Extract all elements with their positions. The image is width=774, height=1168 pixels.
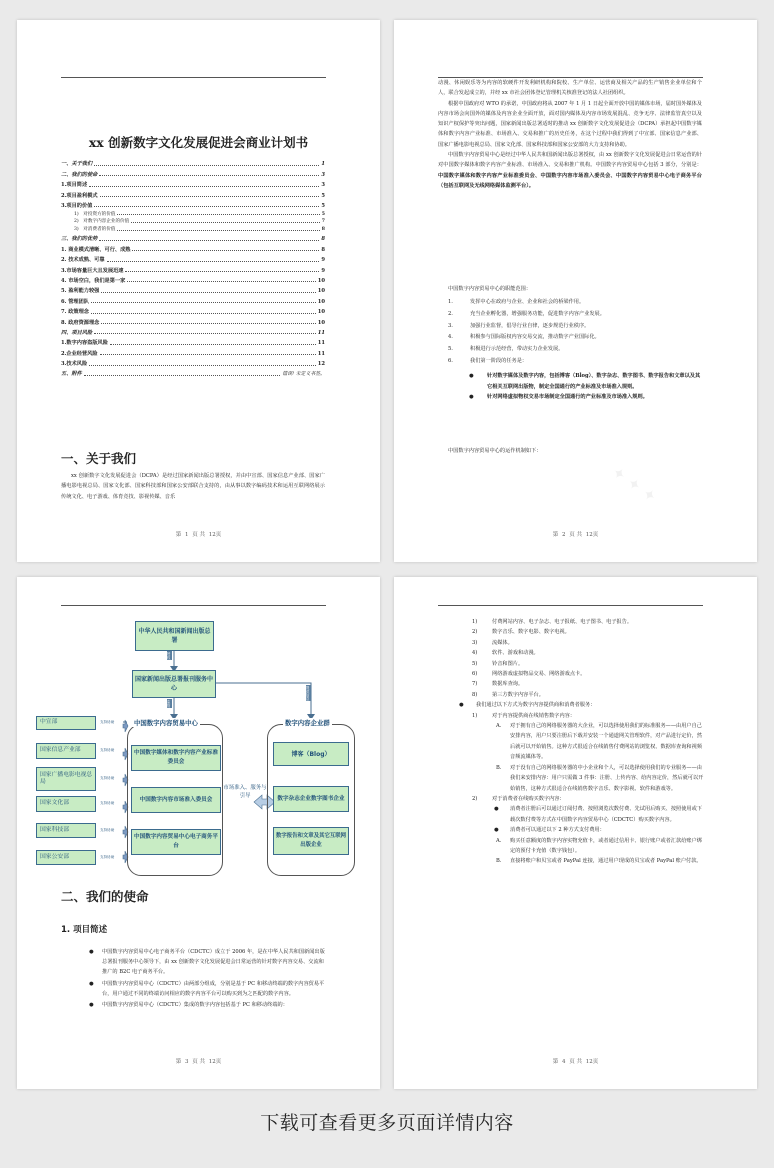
toc-entry-page: 9 [321, 257, 325, 264]
toc-leader [99, 175, 319, 176]
function-item [448, 356, 702, 368]
footer-prefix: 第 [552, 1059, 559, 1065]
overview-bullets [89, 947, 325, 1011]
item-marker: A. [496, 837, 502, 844]
toc-entry-page: 8 [321, 227, 325, 233]
support-tag: 支持协助 [100, 801, 115, 805]
paragraph: 中国数字内容贸易中心是经过中华人民共和国新闻出版总署授权，由 xx 创新数字文化发展促进会日常运营的针对中国数字媒体和数字内容产业标准、市场准入、交易和推广机构。中国数字内容贸易中心包括 3 部分，分别是： [438, 152, 702, 169]
authorize-tag: 授权 [167, 652, 171, 660]
toc-entry-label: 1. 商业模式清晰、可行、成熟 [61, 246, 131, 253]
toc-entry-label: 3.市场容量巨大且发展迅速 [61, 267, 124, 274]
item-text: 数字音乐、数字电影、数字电视。 [492, 629, 570, 636]
function-number: 6. [448, 357, 453, 364]
bullet-icon: ● [89, 980, 94, 987]
item-text: 第三方数字内容平台。 [492, 691, 544, 698]
document-page-1 [17, 20, 380, 562]
document-page-2 [394, 20, 757, 562]
functions-intro [438, 284, 702, 294]
bullet-icon: ● [469, 373, 474, 379]
header-rule [438, 605, 703, 606]
digital-magazine-box: 数字杂志企业数字图书企业 [273, 786, 349, 812]
document-page-4 [394, 577, 757, 1089]
page2-body [438, 78, 702, 191]
content-list-item [454, 856, 704, 866]
mechanism-text: 中国数字内容贸易中心的运作机制如下： [448, 448, 542, 454]
toc-leader [94, 206, 319, 207]
toc-entry[interactable] [61, 294, 325, 304]
support-department-box: 国家信息产业部 [36, 743, 96, 759]
header-rule [61, 77, 326, 78]
toc-entry-label: 6. 管理团队 [61, 298, 89, 305]
toc-entry[interactable] [61, 263, 325, 273]
toc-entry-page: 10 [317, 309, 325, 316]
footer-mid: 页 共 [192, 1059, 205, 1065]
item-marker: 2) [472, 629, 478, 636]
content-list-item [454, 711, 704, 721]
section-heading-mission: 二、我们的使命 [61, 889, 149, 904]
toc-entry[interactable] [61, 178, 325, 188]
footer-prefix: 第 [552, 532, 559, 538]
toc-leader [89, 365, 316, 366]
paragraph: 根据中国政府对 WTO 的承诺，中国政府将从 2007 年 1 月 1 日起全面开放中国的媒体市场，届时国外媒体及内容市场会向国外的媒体及内容企业全面开放，面对国内媒体及内容市场发展混乱、竞争无序、法律监管真空以及知识产权保护等突出问题，国家新闻出版总署适时的推动 xx 创新数字文化发展促进会（DCPA）承担起中国数字媒体和数字内容产业标准、市场准入、交易和推广的历史任务，在这个过程中我们得到了中宣部、国家信息产业部、国家广播电影电视总局、国家文化部、国家科技部和国家公安部的大力支持和协助。 [438, 100, 702, 148]
content-list-item [454, 804, 704, 825]
toc-entry-page: 8 [321, 246, 325, 253]
toc-leader [125, 271, 319, 272]
toc-entry-page: 11 [317, 329, 325, 336]
item-marker: 4) [472, 650, 478, 657]
toc-entry-page: 9 [321, 267, 325, 274]
overview-bullet [89, 1000, 325, 1010]
function-text: 充当企业孵化器，增强服务功能，促进数字内容产业发展。 [470, 310, 605, 317]
footer-page: 3 [185, 1059, 189, 1065]
toc-entry-page: 10 [317, 319, 325, 326]
toc-entry-page: 8 [321, 236, 325, 243]
page-footer [394, 1057, 757, 1065]
toc-entry[interactable] [61, 253, 325, 263]
toc-entry-label: 四、项目风险 [61, 329, 93, 336]
toc-entry-label: 4. 市场空白，我们是第一家 [61, 277, 126, 284]
toc-leader [91, 302, 316, 303]
document-page-3 [17, 577, 380, 1089]
toc-entry[interactable] [61, 242, 325, 252]
publication-administration-box: 中华人民共和国新闻出版总署 [135, 621, 214, 651]
function-item [448, 321, 702, 333]
standard-committee-box: 中国数字媒体和数字内容产业标准委员会 [131, 745, 221, 771]
toc-entry-page: 5 [321, 211, 325, 217]
toc-entry-label: 1.项目简述 [61, 182, 88, 189]
toc-entry-label: 3.技术风险 [61, 361, 88, 368]
toc-leader [100, 354, 316, 355]
toc-entry-page: 3 [321, 171, 325, 178]
toc-entry-page: 11 [317, 350, 325, 357]
footer-total: 12页 [208, 1059, 222, 1065]
functions-intro-text: 中国数字内容贸易中心的职能范围： [448, 286, 532, 292]
support-tag: 支持协助 [100, 776, 115, 780]
content-list-item [454, 627, 704, 637]
footer-prefix: 第 [175, 532, 182, 538]
toc-leader [94, 165, 319, 166]
toc-entry[interactable] [61, 188, 325, 198]
toc-leader [84, 375, 281, 376]
support-department-box: 国家公安部 [36, 850, 96, 865]
overview-bullet [89, 947, 325, 978]
support-tag: 支持协助 [100, 854, 115, 859]
toc-entry-label: 1) 对投资方的价值 [74, 211, 116, 217]
mechanism-line [438, 446, 702, 456]
toc-entry-page: 10 [317, 288, 325, 295]
toc-leader [99, 240, 319, 241]
toc-entry[interactable] [61, 305, 325, 315]
toc-leader [110, 344, 316, 345]
toc-entry-page: 11 [317, 340, 325, 347]
overview-text: 中国数字内容贸易中心电子商务平台（CDCTC）成立于 2006 年，是在中华人民共和国新闻出版总署报刊服务中心领导下，由 xx 创新数字文化发展促进会日常运营的针对数字内容交易、交流和推广的 B2C 电子商务平台。 [102, 949, 325, 976]
bullet-icon: ● [469, 394, 474, 401]
toc-entry[interactable] [61, 157, 325, 167]
supervise-tag: 监管 [167, 700, 171, 708]
overview-bullet [89, 979, 325, 999]
tasks-list [469, 371, 703, 403]
footer-page: 4 [562, 1059, 566, 1065]
footer-total: 12页 [585, 1059, 599, 1065]
toc-entry-page: 10 [317, 277, 325, 284]
content-list-item [454, 648, 704, 658]
item-text: 购买任意额度的数字内容实物充值卡，或者通过信用卡、银行账户或者汇款给账户绑定的预付卡充值（数字钱包）。 [510, 837, 702, 854]
toc-entry-label: 3.项目的价值 [61, 202, 93, 209]
document-title: xx 创新数字文化发展促进会商业计划书 [88, 135, 309, 150]
function-number: 3. [448, 322, 453, 329]
task-item [469, 392, 703, 403]
toc-entry[interactable] [61, 232, 325, 242]
function-item [448, 309, 702, 321]
content-list-item [454, 679, 704, 689]
item-text: 对于拥有自己的网络服务器的大企业，可以选择使用我们的标准服务——由用户自己安排内容，用户只要注册后下载并安装一个通道网关管理软件，对产品进行定价，然后就可以开始销售。这种方式很适合在线销售付费网站的浏览权、数据库查询和视频音频流媒体等。 [510, 723, 702, 761]
support-department-box: 国家广播电影电视总局 [36, 767, 96, 791]
toc-entry[interactable] [61, 284, 325, 294]
item-marker: 3) [472, 639, 478, 646]
toc-entry-label: 2) 对数字内容企业的价值 [74, 219, 130, 225]
toc-entry-page: 10 [317, 298, 325, 305]
item-text: 软件、游戏和动漫。 [492, 650, 539, 657]
item-text: 对于消费者在线购买数字内容： [492, 795, 565, 802]
footer-page: 1 [185, 532, 189, 538]
intro-text: xx 创新数字文化发展促进会（DCPA）是经过国家新闻出版总署授权，并由中宣部、国家信息产业部、国家广播电影电视总局、国家文化部、国家科技部和国家公安部联合支持的，由从事以数字编码技术和运用互联网络展示传统文化、电子游戏、体育竞技、影视传媒、音乐 [61, 473, 325, 500]
toc-leader [132, 250, 319, 251]
bullet-icon: ● [89, 949, 94, 955]
toc-entry-label: 三、我们的优势 [61, 236, 98, 243]
content-list-item [454, 617, 704, 627]
footer-total: 12页 [585, 532, 599, 538]
download-more-caption[interactable]: 下载可查看更多页面详情内容 [260, 1112, 514, 1134]
content-list-item [454, 669, 704, 679]
item-marker: 7) [472, 681, 478, 688]
item-text: 流媒体。 [492, 639, 513, 646]
toc-entry-label: 二、我们的使命 [61, 171, 98, 178]
function-item [448, 344, 702, 356]
page-footer [17, 1057, 380, 1065]
toc-leader [94, 333, 316, 334]
footer-prefix: 第 [175, 1059, 182, 1065]
footer-mid: 页 共 [192, 532, 205, 538]
market-access-committee-box: 中国数字内容市场准入委员会 [131, 787, 221, 813]
support-tag: 支持协助 [100, 748, 115, 752]
item-marker: B. [496, 858, 502, 865]
toc-entry[interactable] [61, 346, 325, 356]
item-text: 对于内容提供商在线销售数字内容： [492, 712, 576, 719]
report-tag: 提供信息 [306, 686, 310, 701]
sub-heading-overview: 1. 项目简述 [61, 925, 108, 935]
item-marker: 6) [472, 671, 478, 678]
content-list-item [454, 690, 704, 700]
item-text: 铃音和图片。 [492, 660, 524, 667]
toc-entry[interactable] [61, 367, 325, 377]
function-number: 2. [448, 310, 453, 317]
item-marker: ● [494, 806, 499, 813]
content-list-item [454, 763, 704, 794]
footer-mid: 页 共 [569, 532, 582, 538]
item-marker: 1) [472, 712, 478, 719]
footer-mid: 页 共 [569, 1059, 582, 1065]
function-number: 5. [448, 346, 453, 353]
item-text: 消费者可以通过以下 2 种方式支付费用： [510, 827, 605, 834]
toc-entry-label: 2.项目盈利模式 [61, 192, 98, 199]
support-department-box: 中宣部 [36, 716, 96, 730]
item-marker: ● [494, 827, 499, 834]
support-tag: 支持协助 [100, 827, 115, 832]
toc-entry[interactable] [61, 315, 325, 325]
function-item [448, 332, 702, 344]
enterprise-group-title: 数字内容企业群 [285, 719, 330, 727]
toc-entry-label: 7. 政策理念 [61, 309, 89, 316]
item-text: 对于没有自己的网络服务器的中小企业和个人，可以选择使用我们的专业服务——由我们来安排内容：用户只需做 3 件事：注册、上传内容、给内容定价，然后就可以开始销售，这种方式很适合在线销售数字音乐、数字影视、软件和游戏等。 [510, 764, 704, 792]
toc-entry-label: 1.数字内容盗版风险 [61, 340, 108, 347]
content-list [454, 617, 704, 867]
press-service-center-box: 国家新闻出版总署报刊服务中心 [132, 670, 216, 698]
item-marker: A. [496, 723, 502, 730]
toc-entry-page: 3 [321, 182, 325, 189]
table-of-contents [61, 157, 325, 377]
content-list-item [454, 659, 704, 669]
task-text: 针对数字媒体及数字内容，包括博客（Blog）、数字杂志、数字图书、数字报告和文章以及其它相关互联网出版物，制定全国通行的产业标准及市场准入规则。 [487, 373, 701, 390]
footer-page: 2 [562, 532, 566, 538]
item-marker: ● [459, 702, 464, 709]
toc-entry-page: 1 [321, 161, 325, 168]
toc-leader [100, 196, 320, 197]
toc-entry[interactable] [61, 336, 325, 346]
toc-entry[interactable] [61, 199, 325, 209]
toc-entry-label: 2.企业经营风险 [61, 350, 98, 357]
functions-list [448, 297, 702, 368]
toc-leader [101, 292, 315, 293]
item-text: 直接将账户和贝宝或者 PayPal 连接，通过用户现成的贝宝或者 PayPal 账户付款。 [510, 858, 702, 865]
intro-paragraph [61, 471, 325, 502]
content-list-item [454, 700, 704, 710]
content-list-item [454, 836, 704, 857]
toc-leader [91, 313, 316, 314]
item-marker: 2) [472, 795, 478, 802]
item-text: 网络游戏虚拟物品交易、网络游戏点卡。 [492, 671, 586, 678]
toc-entry[interactable] [61, 209, 325, 217]
function-text: 加强行业监督，倡导行业自律，逐步规范行业秩序。 [470, 322, 590, 329]
page-footer [17, 530, 380, 538]
function-item [448, 297, 702, 309]
section-heading-about: 一、关于我们 [61, 451, 137, 466]
item-text: 我们通过以下方式为数字内容提供商和消费者服务： [476, 702, 596, 709]
footer-total: 12页 [208, 532, 222, 538]
blog-box: 博客（Blog） [273, 742, 349, 766]
item-text: 数据库查询。 [492, 681, 524, 688]
market-access-label: 市场准入、服务与引导 [223, 785, 267, 799]
toc-entry[interactable] [61, 217, 325, 225]
toc-entry-page: 12 [317, 361, 325, 368]
connector-line [215, 683, 311, 718]
support-tag: 支持协助 [100, 720, 115, 724]
bullet-icon: ● [89, 1002, 94, 1009]
paragraph: 动漫、休闲娱乐等为内容的软硬件开发利研机构和院校、生产单位、运营商及相关产品的生产销售企业单位和个人，联合发起成立的，并经 xx 市社会团体登记管理机关核准登记的法人社团组织。 [438, 80, 702, 97]
toc-entry-label: 五、附件 [61, 371, 82, 378]
toc-leader [101, 323, 315, 324]
content-list-item [454, 825, 704, 835]
function-text: 发挥中心在政府与企业、企业和社会的桥梁作用。 [470, 299, 585, 305]
toc-entry-label: 5. 盈利能力较强 [61, 288, 100, 295]
watermark: ✦ ✦ ✦ [608, 462, 661, 507]
trade-center-title: 中国数字内容贸易中心 [134, 719, 198, 727]
content-list-item [454, 721, 704, 763]
toc-entry-label: 8. 政府资源理念 [61, 319, 100, 326]
toc-entry[interactable] [61, 357, 325, 367]
item-text: 消费者注册后可以通过订阅付费、按照浏览次数付费、先试用后购买、按照使用或下载次数付费等方式在中国数字内容贸易中心（CDCTC）购买数字内容。 [510, 806, 702, 823]
item-marker: 1) [472, 619, 478, 625]
overview-text: 中国数字内容贸易中心（CDCTC）由两部分组成，分别是基于 PC 和移动终端的数字内容贸易平台，用户通过不同的终端访问相应的数字内容平台可以购买到为之匹配的数字内容。 [102, 980, 325, 997]
toc-entry-page: 5 [321, 202, 325, 209]
support-department-box: 国家科技部 [36, 823, 96, 838]
toc-leader [127, 281, 315, 282]
toc-leader [89, 186, 319, 187]
toc-entry-page: 7 [321, 219, 325, 225]
toc-entry[interactable] [61, 274, 325, 284]
function-text: 积极参与国际版权内容交易交流，推动数字产业国际化。 [470, 334, 600, 341]
content-list-item [454, 638, 704, 648]
item-marker: B. [496, 764, 502, 771]
support-department-box: 国家文化部 [36, 796, 96, 812]
function-number: 4. [448, 334, 453, 341]
toc-entry-label: 2. 技术成熟、可靠 [61, 257, 105, 264]
paragraph-bold: 中国数字媒体和数字内容产业标准委员会、中国数字内容市场准入委员会、中国数字内容贸易中心电子商务平台（包括互联网及无线网络媒体监测平台）。 [438, 172, 702, 189]
overview-text: 中国数字内容贸易中心（CDCTC）集成的数字内容包括基于 PC 和移动终端的： [102, 1002, 288, 1009]
toc-entry-label: 3) 对消费者的价值 [74, 227, 116, 233]
toc-entry[interactable] [61, 224, 325, 232]
toc-leader [117, 230, 319, 231]
task-item [469, 371, 703, 392]
toc-leader [131, 222, 320, 223]
toc-leader [107, 261, 320, 262]
toc-entry[interactable] [61, 167, 325, 177]
toc-entry-label: 一、关于我们 [61, 161, 93, 168]
toc-entry[interactable] [61, 326, 325, 336]
digital-report-box: 数字报告和文章及其它互联网出版企业 [273, 827, 349, 855]
item-marker: 5) [472, 660, 478, 667]
function-number: 1. [448, 299, 453, 305]
item-text: 付费网站内容、电子杂志、电子报纸、电子图书、电子报告。 [492, 619, 633, 625]
toc-entry-page: 错误! 未定义书签。 [282, 371, 325, 378]
function-text: 积极进行示范经营，带动实力企业发展。 [470, 346, 564, 353]
ecommerce-platform-box: 中国数字内容贸易中心电子商务平台 [131, 829, 221, 855]
item-marker: 8) [472, 691, 478, 698]
task-text: 针对网络虚拟物权交易市场制定全国通行的产业标准及市场准入规则。 [487, 394, 648, 401]
toc-leader [117, 214, 319, 215]
page-footer [394, 530, 757, 538]
content-list-item [454, 794, 704, 804]
function-text: 我们第一阶段的任务是： [470, 357, 528, 364]
toc-entry-page: 5 [321, 192, 325, 199]
